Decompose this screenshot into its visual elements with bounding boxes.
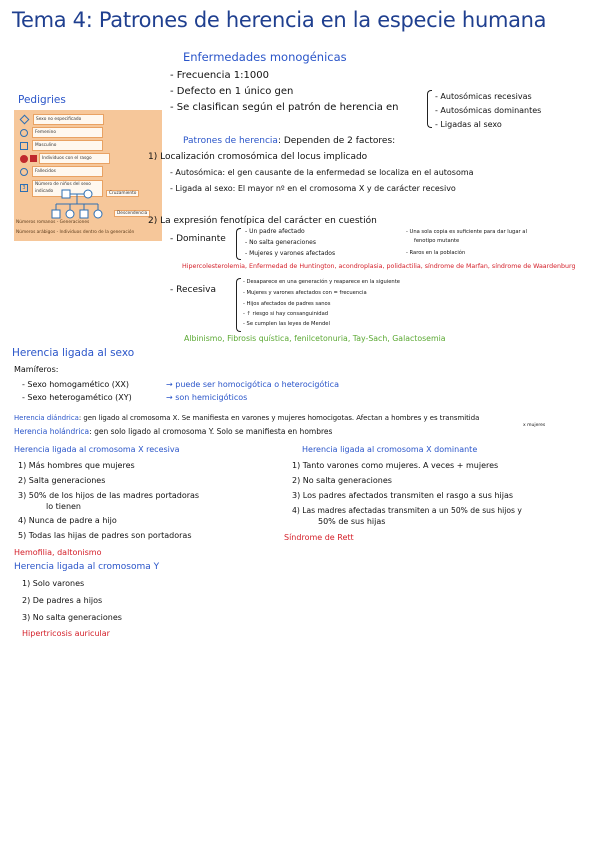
dominante-item: - No salta generaciones <box>245 239 316 246</box>
circle-icon <box>20 129 28 137</box>
xrecesiva-item-cont: lo tienen <box>46 502 82 511</box>
legend-label-cruzamiento: Cruzamiento <box>106 190 139 197</box>
dominante-item: - Un padre afectado <box>245 228 305 235</box>
xrecesiva-heading: Herencia ligada al cromosoma X recesiva <box>14 445 180 454</box>
xdominante-item: 1) Tanto varones como mujeres. A veces + mujeres <box>292 461 499 470</box>
dominante-note: - Raros en la población <box>406 250 466 256</box>
monogenic-heading: Enfermedades monogénicas <box>183 50 347 64</box>
xdominante-heading: Herencia ligada al cromosoma X dominante <box>302 445 478 454</box>
dominante-note: - Una sola copia es suficiente para dar lugar al <box>406 229 527 235</box>
autosomica-line: - Autosómica: el gen causante de la enfermedad se localiza en el autosoma <box>170 168 474 177</box>
holandrica-label: Herencia holándrica <box>14 427 90 436</box>
ylinked-item: 1) Solo varones <box>22 579 85 588</box>
holandrica-line <box>14 427 332 436</box>
sexlinked-heading: Herencia ligada al sexo <box>12 347 135 359</box>
legend-label: Sexo no especificado <box>33 114 104 125</box>
monogenic-brace <box>427 90 432 128</box>
xdominante-item-cont: 50% de sus hijas <box>318 517 386 526</box>
square-icon <box>20 142 28 150</box>
patterns-heading-rest: : Dependen de 2 factores: <box>277 136 396 146</box>
xrecesiva-examples: Hemofilia, daltonismo <box>14 548 102 557</box>
diandrica-line <box>14 414 479 422</box>
holandrica-text: : gen solo ligado al cromosoma Y. Solo se manifiesta en hombres <box>89 427 333 436</box>
monogenic-item: - Se clasifican según el patrón de herencia en <box>170 102 399 113</box>
pedigree-title: Pedigries <box>18 94 66 106</box>
diandrica-sub: x mujeres <box>523 423 546 428</box>
dominante-item: - Mujeres y varones afectados <box>245 250 336 257</box>
recesiva-brace <box>236 278 241 332</box>
factor-2: 2) La expresión fenotípica del carácter en cuestión <box>148 216 377 226</box>
diandrica-label: Herencia diándrica <box>14 414 79 422</box>
mamiferos-label: Mamíferos: <box>14 365 59 374</box>
page-title: Tema 4: Patrones de herencia en la especie humana <box>12 8 547 32</box>
legend-footer: Números arábigos - Individuos dentro de la generación <box>16 230 135 235</box>
monogenic-item: - Frecuencia 1:1000 <box>170 70 269 81</box>
dominante-brace <box>236 228 241 260</box>
hetero-result: → son hemicigóticos <box>166 393 248 402</box>
recesiva-item: - Mujeres y varones afectados con = frecuencia <box>243 290 367 296</box>
recesiva-item: - ↑ riesgo si hay consanguinidad <box>243 311 329 317</box>
pedigree-legend <box>14 110 162 241</box>
deceased-icon <box>20 168 28 176</box>
dominante-label: - Dominante <box>170 234 226 244</box>
xrecesiva-item: 5) Todas las hijas de padres son portadoras <box>18 531 192 540</box>
factor-1: 1) Localización cromosómica del locus implicado <box>148 152 368 162</box>
filled-circle-icon <box>20 155 28 163</box>
xdominante-item: 4) Las madres afectadas transmiten a un 50% de sus hijos y <box>292 506 522 515</box>
diamond-icon <box>20 115 30 125</box>
xdominante-item: 2) No salta generaciones <box>292 476 392 485</box>
legend-label-descendencia: Descendencia <box>114 210 150 217</box>
patterns-heading-line <box>183 136 395 146</box>
monogenic-type: - Ligadas al sexo <box>435 120 502 129</box>
legend-label: Fallecidos <box>32 166 103 177</box>
xrecesiva-item: 3) 50% de los hijos de las madres portadoras <box>18 491 200 500</box>
xdominante-examples: Síndrome de Rett <box>284 533 354 542</box>
number-symbol-icon: 3 <box>20 184 28 192</box>
legend-label: Masculino <box>32 140 103 151</box>
filled-square-icon <box>30 155 37 162</box>
legend-label: Número de niños del sexo indicado <box>32 180 103 197</box>
monogenic-type: - Autosómicas dominantes <box>435 106 542 115</box>
recesiva-examples: Albinismo, Fibrosis quística, fenilcetonuria, Tay-Sach, Galactosemia <box>184 334 446 343</box>
homo-line: - Sexo homogamético (XX) <box>22 380 129 389</box>
recesiva-item: - Desaparece en una generación y reaparece en la siguiente <box>243 279 400 285</box>
ligada-line: - Ligada al sexo: El mayor nº en el cromosoma X y de carácter recesivo <box>170 184 456 193</box>
xrecesiva-item: 1) Más hombres que mujeres <box>18 461 135 470</box>
monogenic-type: - Autosómicas recesivas <box>435 92 532 101</box>
recesiva-item: - Hijos afectados de padres sanos <box>243 301 331 307</box>
legend-label: Individuos con el rasgo <box>39 153 110 164</box>
diandrica-text: : gen ligado al cromosoma X. Se manifiesta en varones y mujeres homocigotas. Afectan a hombres y es transmitida <box>78 414 480 422</box>
xrecesiva-item: 4) Nunca de padre a hijo <box>18 516 117 525</box>
patterns-heading: Patrones de herencia <box>183 136 278 146</box>
homo-result: → puede ser homocigótica o heterocigótica <box>166 380 339 389</box>
monogenic-item: - Defecto en 1 único gen <box>170 86 294 97</box>
legend-label: Femenino <box>32 127 103 138</box>
ylinked-heading: Herencia ligada al cromosoma Y <box>14 562 160 572</box>
legend-footer: Números romanos - Generaciones <box>16 220 90 225</box>
dominante-examples: Hipercolesterolemia, Enfermedad de Huntington, acondroplasia, polidactilia, síndrome de Marfan, síndrome de Waardenburg <box>182 263 576 270</box>
hetero-line: - Sexo heterogamético (XY) <box>22 393 132 402</box>
dominante-note: fenotipo mutante <box>414 238 460 244</box>
ylinked-item: 3) No salta generaciones <box>22 613 122 622</box>
ylinked-item: 2) De padres a hijos <box>22 596 103 605</box>
ylinked-examples: Hipertricosis auricular <box>22 629 110 638</box>
recesiva-label: - Recesiva <box>170 285 217 295</box>
xrecesiva-item: 2) Salta generaciones <box>18 476 106 485</box>
xdominante-item: 3) Los padres afectados transmiten el rasgo a sus hijas <box>292 491 514 500</box>
recesiva-item: - Se cumplen las leyes de Mendel <box>243 321 330 327</box>
